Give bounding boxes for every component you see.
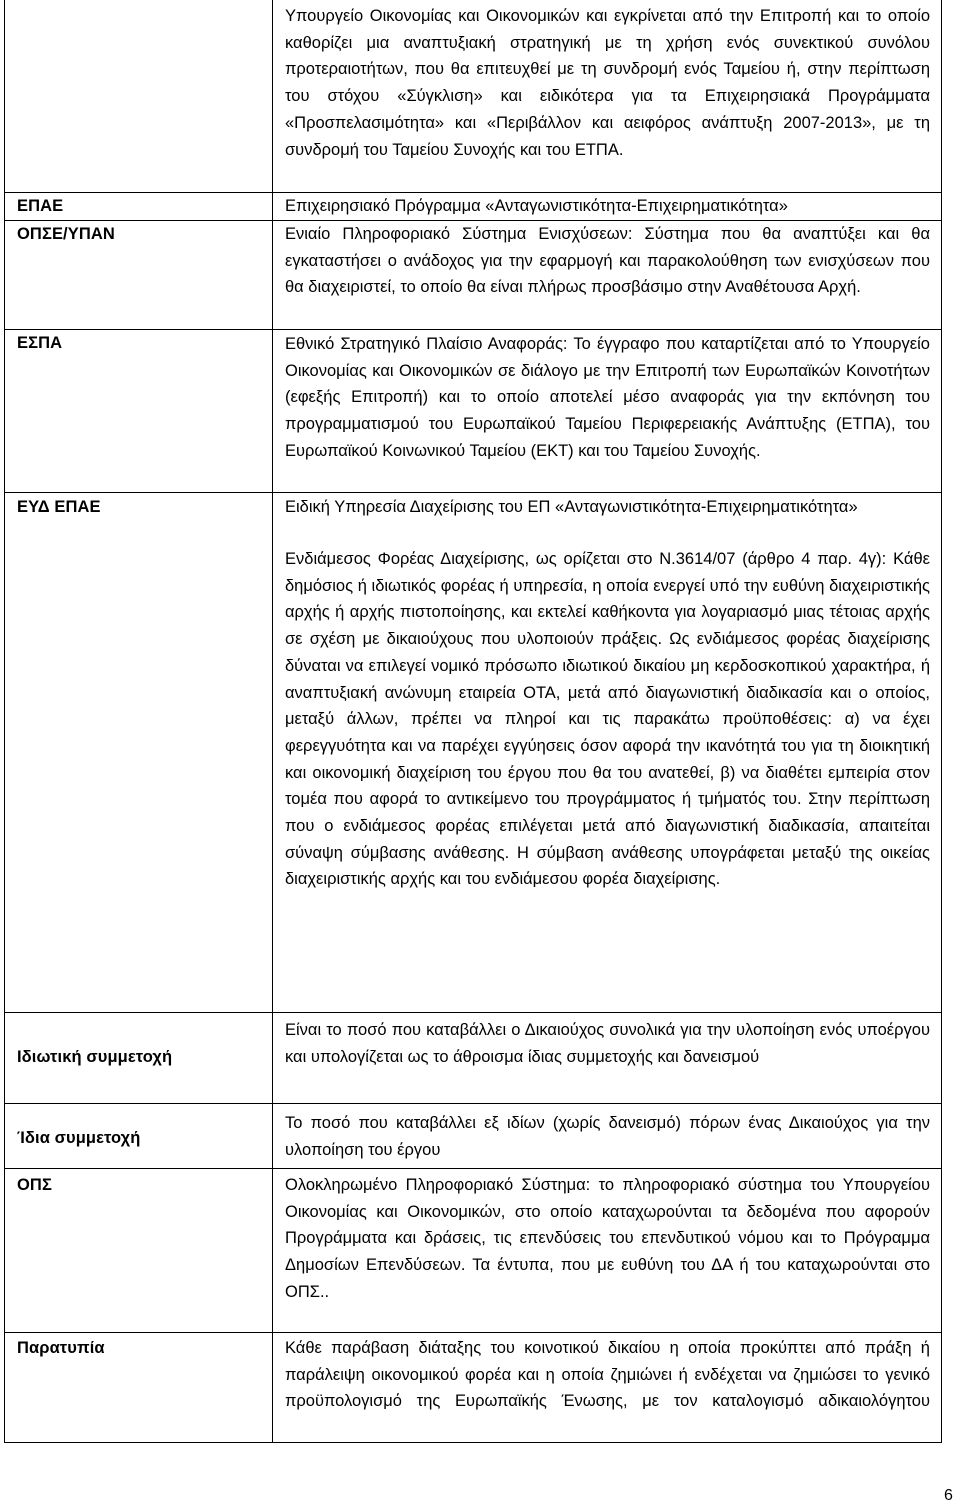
definition-cell: Ολοκληρωμένο Πληροφοριακό Σύστημα: το πληροφοριακό σύστημα του Υπουργείου Οικονομίας και Οικονομικών, στο οποίο καταχωρούνται τα δεδομένα που αφορούν Προγράμματα και δράσεις, τις επενδύσεις του επενδυτικού νόμου και το Πρόγραμμα Δημοσίων Επενδύσεων. Τα έντυπα, που με ευθύνη του ΔΑ ή του καταχωρούνται στο ΟΠΣ.. [285,1176,930,1301]
term-cell: ΕΠΑΕ [17,197,64,215]
definition-cell: Το ποσό που καταβάλλει εξ ιδίων (χωρίς δανεισμό) πόρων ένας Δικαιούχος για την υλοποίηση του έργου [285,1114,930,1159]
definition-cell: Εθνικό Στρατηγικό Πλαίσιο Αναφοράς: Το έγγραφο που καταρτίζεται από το Υπουργείο Οικονομίας και Οικονομικών σε διάλογο με την Επιτροπή των Ευρωπαϊκών Κοινοτήτων (εφεξής Επιτροπή) και το οποίο αποτελεί μέσο αναφοράς για την εκπόνηση του προγραμματισμού του Ευρωπαϊκού Ταμείου Περιφερειακής Ανάπτυξης (ΕΤΠΑ), του Ευρωπαϊκού Κοινωνικού Ταμείου (ΕΚΤ) και του Ταμείου Συνοχής. [285,335,930,460]
term-cell: Παρατυπία [17,1339,105,1357]
term-cell: Ιδιωτική συμμετοχή [17,1048,173,1066]
definition-cell: Επιχειρησιακό Πρόγραμμα «Ανταγωνιστικότητα-Επιχειρηματικότητα» [285,197,788,215]
definition-cell: Είναι το ποσό που καταβάλλει ο Δικαιούχος συνολικά για την υλοποίηση ενός υποέργου και υπολογίζεται ως το άθροισμα ίδιας συμμετοχής και δανεισμού [285,1021,930,1066]
term-cell: ΕΥΔ ΕΠΑΕ [17,498,101,516]
row-divider [4,1332,942,1333]
term-cell: ΕΣΠΑ [17,334,63,352]
row-divider [4,492,942,493]
definition-cell: Υπουργείο Οικονομίας και Οικονομικών και εγκρίνεται από την Επιτροπή και το οποίο καθορίζει μια αναπτυξιακή στρατηγική με τη χρήση ενός συνεκτικού συνόλου προτεραιοτήτων, που θα επιτευχθεί με τη συνδρομή ενός Ταμείου ή, στην περίπτωση του στόχου «Σύγκλιση» και ειδικότερα για τα Επιχειρησιακά Προγράμματα «Προσπελασιμότητα» και «Περιβάλλον και αειφόρος ανάπτυξη 2007-2013», με τη συνδρομή του Ταμείου Συνοχής και του ΕΤΠΑ. [285,7,930,159]
column-divider [272,0,273,1443]
definition-cell: Κάθε παράβαση διάταξης του κοινοτικού δικαίου η οποία προκύπτει από πράξη ή παράλειψη οικονομικού φορέα και η οποία ζημιώνει ή ενδέχεται να ζημιώσει το γενικό προϋπολογισμό της Ευρωπαϊκής Ένωσης, με τον καταλογισμό αδικαιολόγητου [285,1339,930,1411]
term-cell: ΟΠΣΕ/ΥΠΑΝ [17,225,115,243]
definition-cell: Ειδική Υπηρεσία Διαχείρισης του ΕΠ «Ανταγωνιστικότητα-Επιχειρηματικότητα» [285,498,858,516]
page-number: 6 [944,1487,953,1504]
row-divider [4,1103,942,1104]
row-divider [4,1168,942,1169]
term-cell: ΟΠΣ [17,1176,52,1194]
definition-cell: Ενδιάμεσος Φορέας Διαχείρισης, ως ορίζεται στο Ν.3614/07 (άρθρο 4 παρ. 4γ): Κάθε δημόσιος ή ιδιωτικός φορέας ή υπηρεσία, η οποία ενεργεί υπό την ευθύνη διαχειριστικής αρχής ή αρχής πιστοποίησης, και εκτελεί καθήκοντα για λογαριασμό μιας τέτοιας αρχής σε σχέση με δικαιούχους που υλοποιούν πράξεις. Ως ενδιάμεσος φορέας διαχείρισης δύναται να επιλεγεί νομικό πρόσωπο ιδιωτικού δικαίου μη κερδοσκοπικού χαρακτήρα, ή αναπτυξιακή ανώνυμη εταιρεία ΟΤΑ, μετά από διαγωνιστική διαδικασία και ο οποίος, μεταξύ άλλων, πρέπει να πληροί και τις παρακάτω προϋποθέσεις: α) να έχει φερεγγυότητα και να παρέχει εγγύησεις όσον αφορά την ικανότητά του για τη διοικητική και οικονομική διαχείριση του έργου που θα του ανατεθεί, β) να διαθέτει εμπειρία στον τομέα που αφορά το αντικείμενο του προγράμματος ή τμήματός του. Στην περίπτωση που ο ενδιάμεσος φορέας επιλέγεται μετά από διαγωνιστική διαδικασία, απαιτείται σύναψη σύμβασης ανάθεσης. Η σύμβαση ανάθεσης υπογράφεται μεταξύ της οικείας διαχειριστικής αρχής και του ενδιάμεσου φορέα διαχείρισης. [285,550,930,889]
definition-cell: Ενιαίο Πληροφοριακό Σύστημα Ενισχύσεων: Σύστημα που θα αναπτύξει και θα εγκαταστήσει ο ανάδοχος για την εφαρμογή και παρακολούθηση των ενισχύσεων που θα διαχειριστεί, το οποίο θα είναι πλήρως προσβάσιμο στην Αναθέτουσα Αρχή. [285,225,930,297]
row-divider [4,1012,942,1013]
term-cell: Ίδια συμμετοχή [17,1129,141,1147]
row-divider [4,329,942,330]
